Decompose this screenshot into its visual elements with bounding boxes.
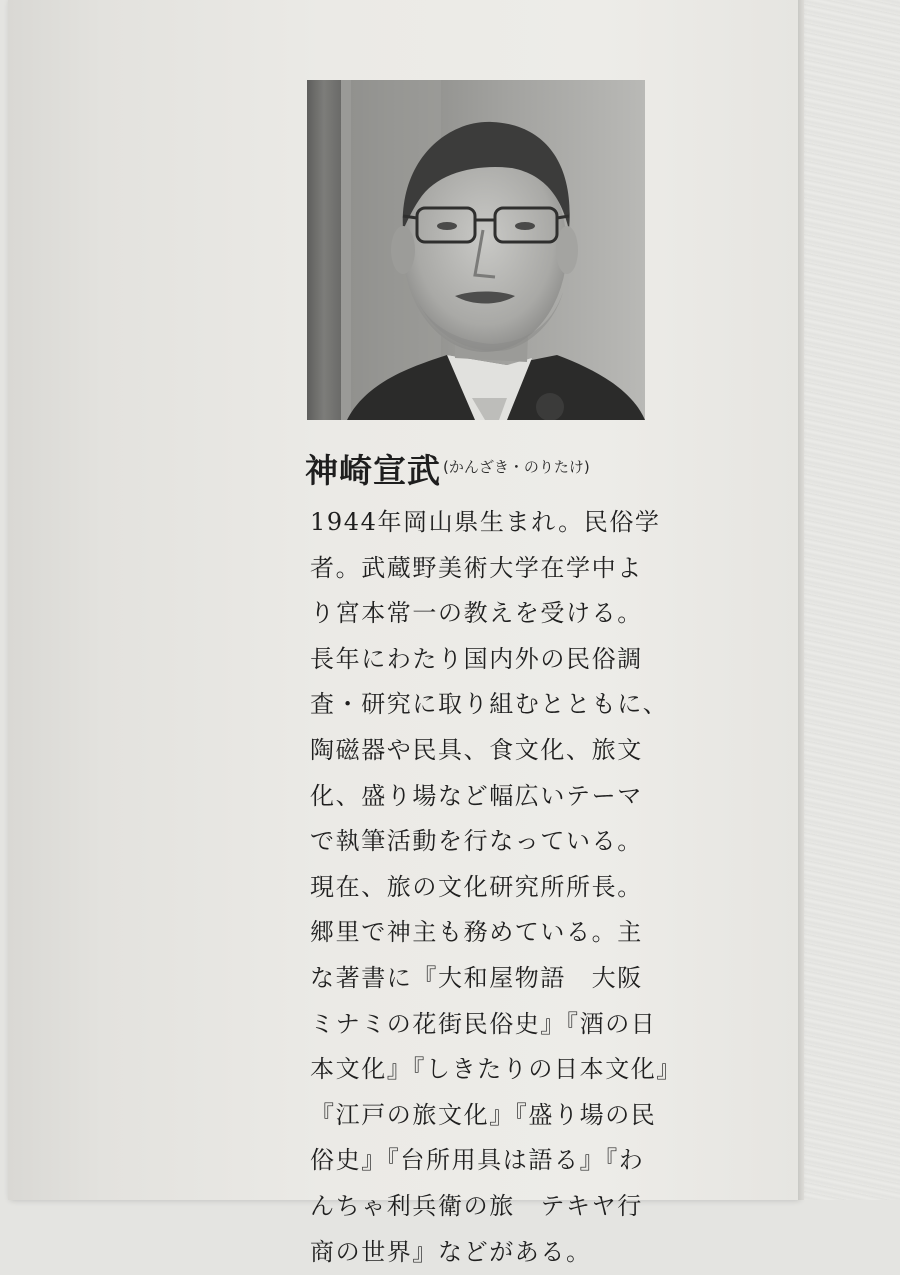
bio-line: ミナミの花街民俗史』『酒の日: [310, 1002, 670, 1048]
bio-line: り宮本常一の教えを受ける。: [310, 591, 670, 637]
bio-line: 郷里で神主も務めている。主: [310, 910, 670, 956]
bio-line: 長年にわたり国内外の民俗調: [310, 637, 670, 683]
author-name: 神崎宣武: [305, 445, 441, 492]
bio-line: 『江戸の旅文化』『盛り場の民: [310, 1093, 670, 1139]
author-name-reading: (かんざき・のりたけ): [443, 456, 590, 477]
bio-line: で執筆活動を行なっている。: [310, 819, 670, 865]
bio-line: 1944年岡山県生まれ。民俗学: [310, 500, 670, 546]
bio-line: 現在、旅の文化研究所所長。: [310, 865, 670, 911]
bio-line: 者。武蔵野美術大学在学中よ: [310, 546, 670, 592]
author-portrait-photo: [307, 80, 645, 420]
bio-line: んちゃ利兵衛の旅 テキヤ行: [310, 1184, 670, 1230]
author-biography: [310, 500, 670, 1275]
bio-line: 俗史』『台所用具は語る』『わ: [310, 1138, 670, 1184]
table-surface: [804, 0, 900, 1200]
bio-line: 本文化』『しきたりの日本文化』: [310, 1047, 670, 1093]
author-portrait: [307, 80, 645, 420]
bio-line: 商の世界』などがある。: [310, 1230, 670, 1275]
bio-line: 化、盛り場など幅広いテーマ: [310, 774, 670, 820]
bio-line: な著書に『大和屋物語 大阪: [310, 956, 670, 1002]
bio-line: 査・研究に取り組むとともに、: [310, 682, 670, 728]
page-edge: [798, 0, 804, 1200]
bio-line: 陶磁器や民具、食文化、旅文: [310, 728, 670, 774]
